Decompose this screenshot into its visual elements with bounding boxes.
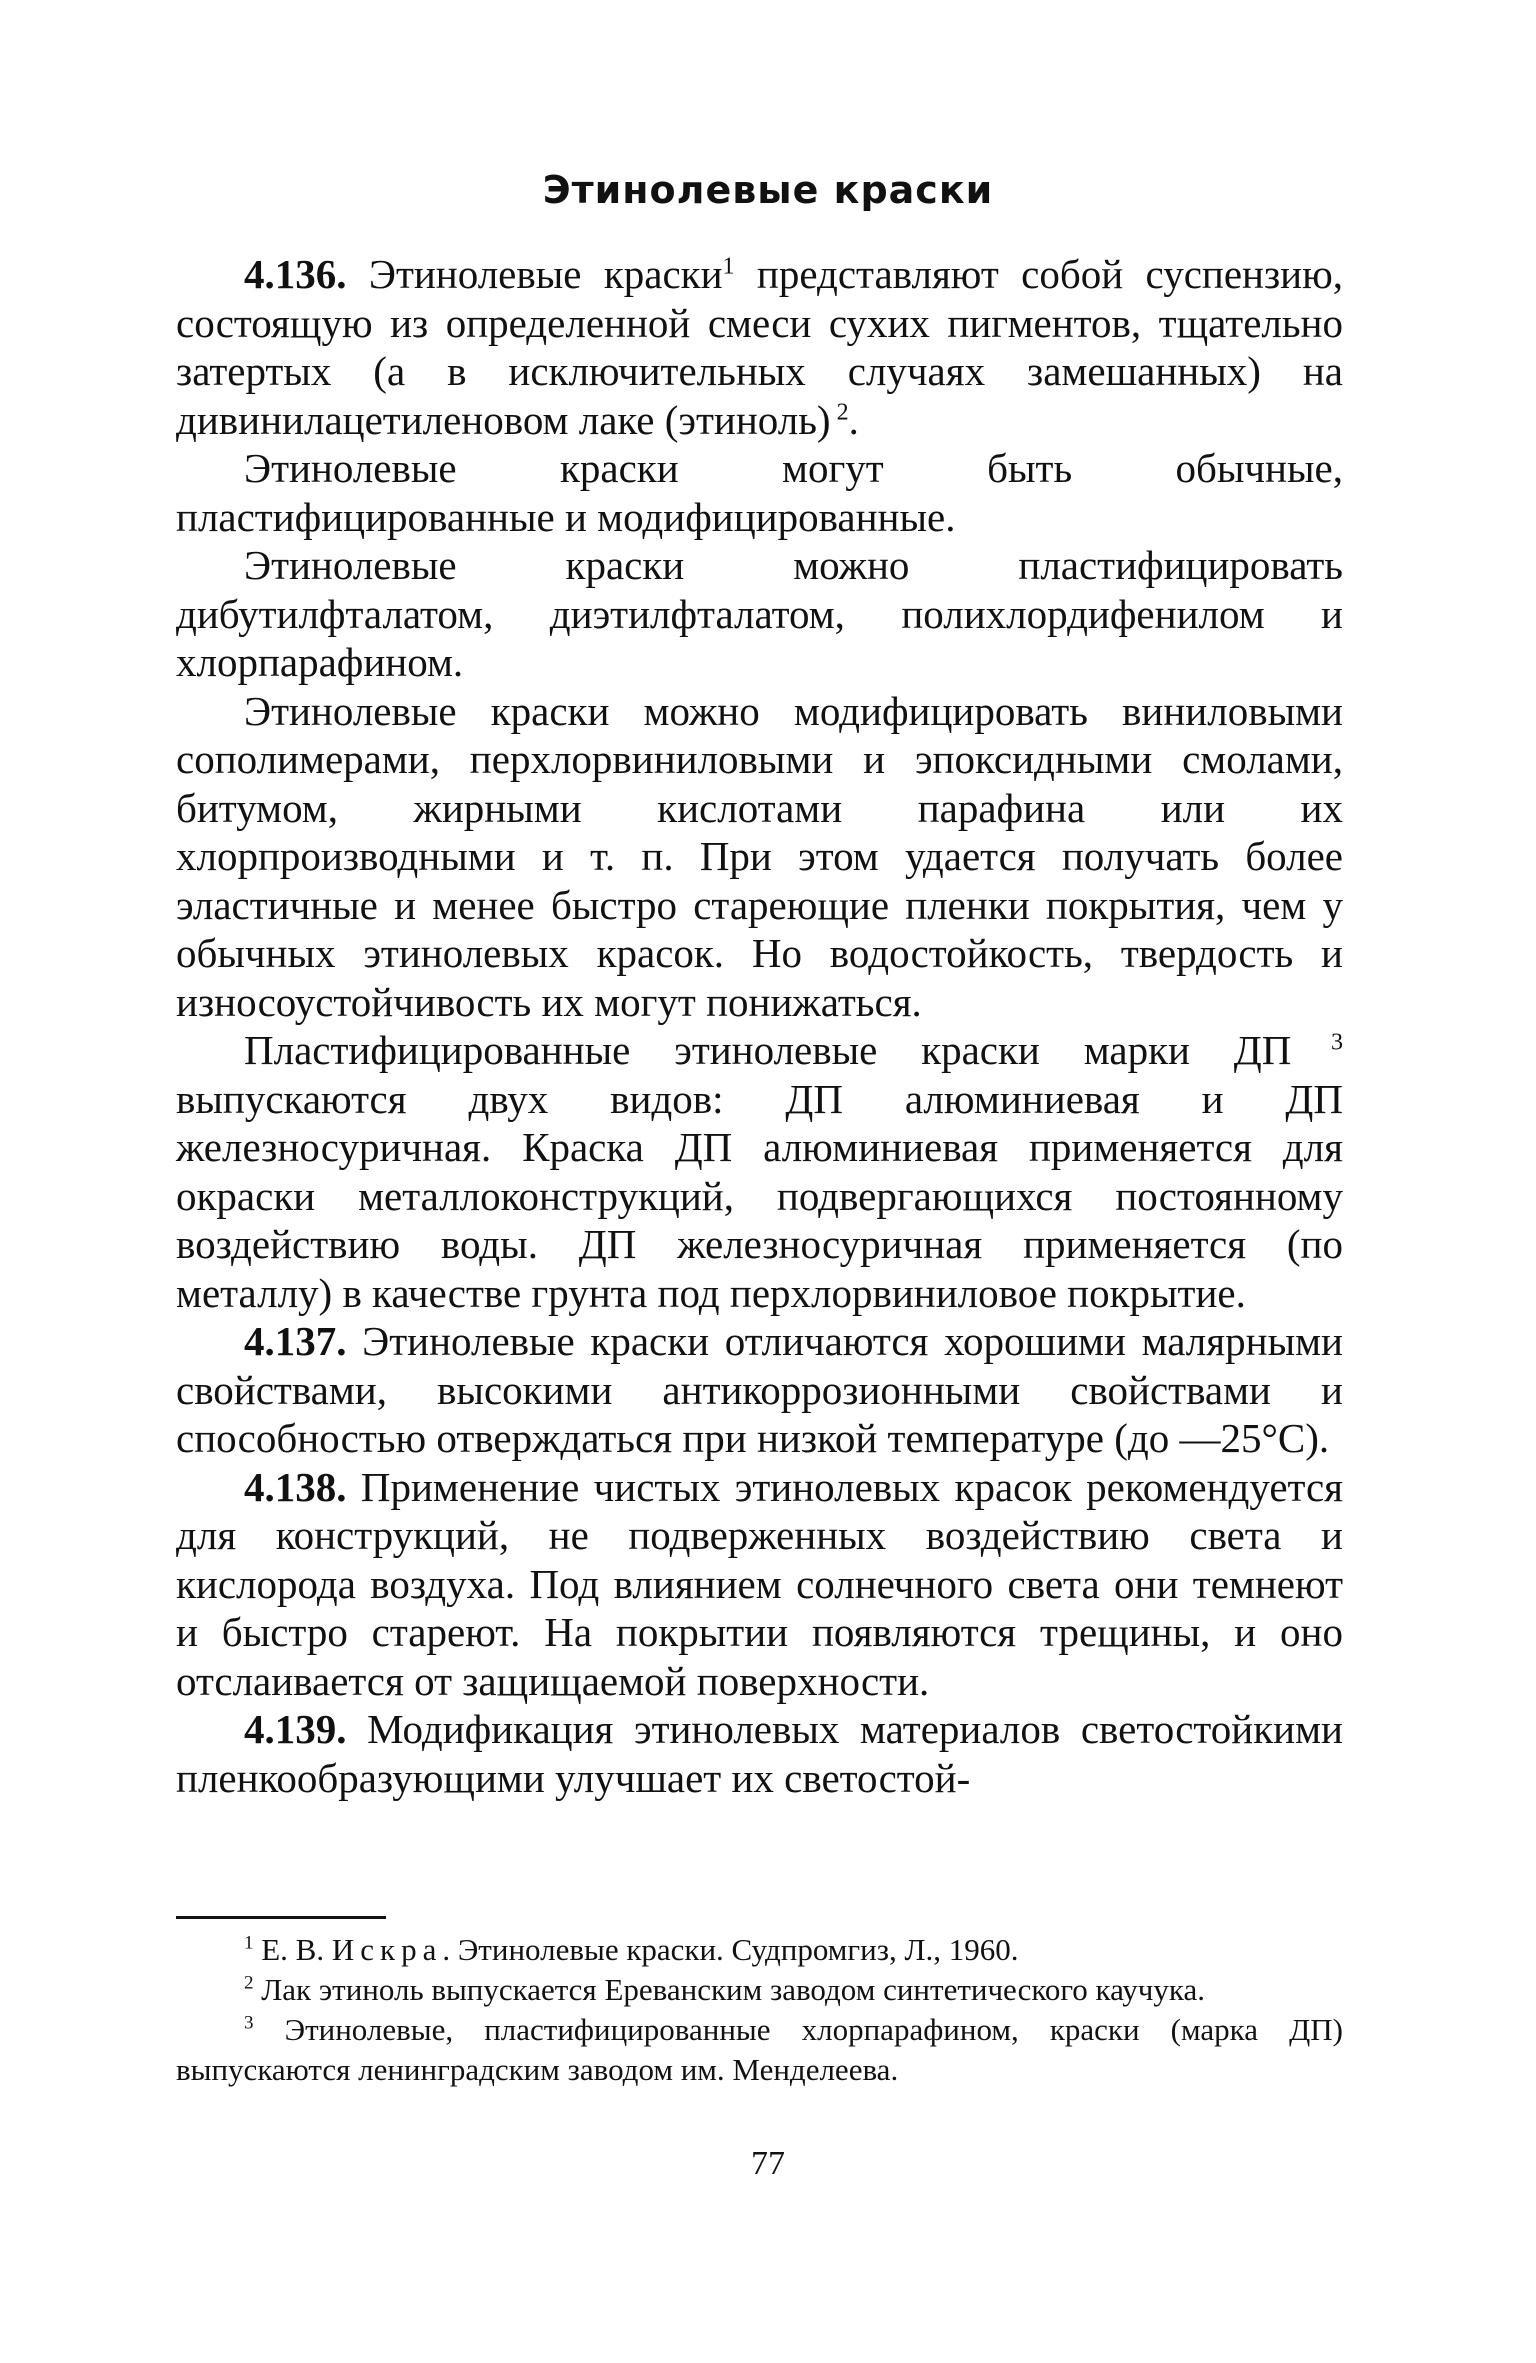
footnote-ref-1[interactable]: 1 (722, 253, 735, 280)
paragraph-number: 4.139. (244, 1706, 347, 1752)
text-run: Модификация этинолевых материалов светостойкими пленкообразующими улучшает их светостой- (176, 1706, 1343, 1801)
paragraph-4-136 (176, 250, 1343, 444)
footnote-author: Искра (331, 1932, 443, 1967)
main-text (176, 250, 1343, 1802)
footnote-text: Этинолевые, пластифицированные хлорпарафином, краски (марка ДП) выпускаются ленинградским заводом им. Менделеева. (176, 2012, 1343, 2087)
text-run: Пластифицированные этинолевые краски марки ДП (244, 1027, 1292, 1073)
text-run: Применение чистых этинолевых красок рекомендуется для конструкций, не подверженных воздействию света и кислорода воздуха. Под влиянием солнечного света они темнеют и быстро стареют. На покрытии появляются трещины, и оно отслаивается от защищаемой поверхности. (176, 1463, 1343, 1704)
text-run: Этинолевые краски отличаются хорошими малярными свойствами, высокими антикоррозионными свойствами и способностью отверждаться при низкой температуре (до —25°С). (176, 1318, 1343, 1461)
footnotes (176, 1930, 1343, 2090)
footnote-3 (176, 2010, 1343, 2090)
paragraph-number: 4.136. (244, 251, 347, 297)
footnote-mark: 1 (244, 1932, 254, 1954)
footnote-divider (176, 1916, 386, 1919)
text-run: Этинолевые краски (346, 251, 723, 297)
footnote-2 (176, 1970, 1343, 2010)
paragraph-plasticizers: Этинолевые краски можно пластифицировать дибутилфталатом, диэтилфталатом, полихлордифенилом и хлорпарафином. (176, 542, 1343, 685)
text-run: выпускаются двух видов: ДП алюминиевая и ДП железносуричная. Краска ДП алюминиевая применяется для окраски металлоконструкций, подвергающихся постоянному воздействию воды. ДП железносуричная применяется (по металлу) в качестве грунта под перхлорвиниловое покрытие. (176, 1075, 1343, 1316)
section-title: Этинолевые краски (542, 168, 994, 212)
text-run: . (848, 396, 859, 443)
paragraph-4-137 (176, 1317, 1343, 1463)
paragraph-number: 4.138. (244, 1463, 347, 1510)
text-run: представляют собой суспензию, состоящую из определенной смеси сухих пигментов, тщательно затертых (а в исключительных случаях замешанных) на дивинилацетиленовом лаке (этиноль) (176, 251, 1343, 443)
footnote-text: Лак этиноль выпускается Ереванским заводом синтетического каучука. (253, 1972, 1205, 2007)
paragraph-modifiers: Этинолевые краски можно модифицировать виниловыми сополимерами, перхлорвиниловыми и эпоксидными смолами, битумом, жирными кислотами парафина или их хлорпроизводными и т. п. При этом удается получать более эластичные и менее быстро стареющие пленки покрытия, чем у обычных этинолевых красок. Но водостойкость, твердость и износоустойчивость их могут понижаться. (176, 687, 1343, 1025)
footnote-ref-2[interactable]: 2 (830, 398, 849, 425)
paragraph-number: 4.137. (244, 1318, 347, 1364)
footnote-initials: Е. В. (253, 1932, 332, 1967)
paragraph-4-139 (176, 1705, 1343, 1802)
footnote-text: . Этинолевые краски. Судпромгиз, Л., 1960. (442, 1932, 1019, 1967)
footnote-mark: 3 (244, 2012, 254, 2034)
paragraph-dp-paints (176, 1026, 1343, 1317)
footnote-ref-3[interactable]: 3 (1291, 1029, 1343, 1056)
footnote-1 (176, 1930, 1343, 1970)
paragraph-types: Этинолевые краски могут быть обычные, пластифицированные и модифицированные. (176, 445, 1343, 540)
footnote-mark: 2 (244, 1972, 254, 1994)
paragraph-4-138 (176, 1463, 1343, 1706)
page-number: 77 (751, 2145, 785, 2182)
